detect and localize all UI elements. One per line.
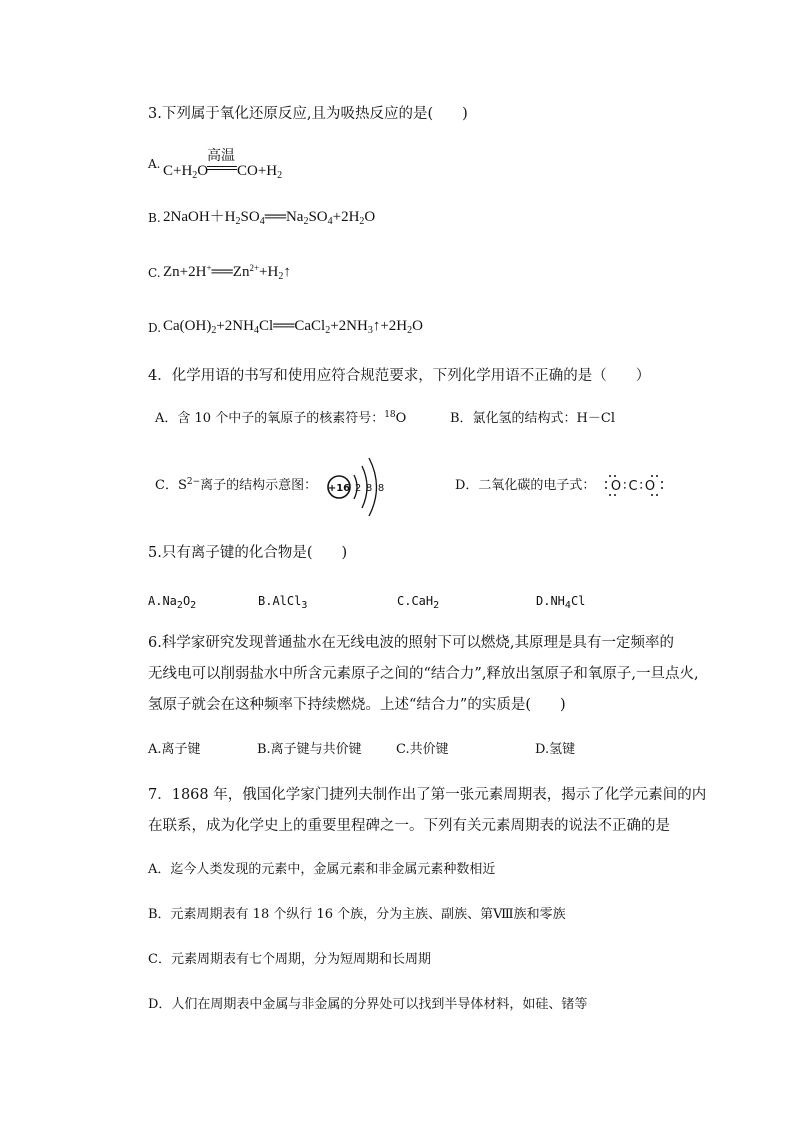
s2-ion-structure-diagram: [322, 454, 394, 520]
q7-option-c: C．元素周期表有七个周期，分为短周期和长周期: [148, 952, 431, 967]
q4-stem: 4．化学用语的书写和使用应符合规范要求，下列化学用语不正确的是（ ）: [148, 368, 651, 384]
q5-stem: 5.只有离子键的化合物是( ): [148, 545, 348, 561]
q6-option-a: A.离子键: [148, 742, 201, 757]
q3-a-eq-bar-top: [207, 166, 237, 167]
shell-electrons-1: 2: [354, 483, 362, 494]
nucleus-charge: +16: [327, 483, 351, 494]
q3-d-equation: $Ca(OH)_2+2NH_4Cl══CaCl_2+2NH_3↑+2H_2O$: [163, 318, 423, 336]
co2-formula-text: O∶C∶O: [610, 479, 658, 494]
q3-a-left: $C+H_2O$: [163, 163, 209, 181]
q4-d-text: D．二氧化碳的电子式：: [455, 478, 596, 493]
q6-option-d: D.氢键: [535, 742, 576, 757]
q3-b-equation: $2NaOH+H_2SO_4══Na_2SO_4+2H_2O$: [163, 209, 376, 227]
co2-electron-formula: [603, 470, 665, 500]
q4-option-b: B．氯化氢的结构式：H－Cl: [450, 411, 615, 426]
q3-stem: 3.下列属于氧化还原反应,且为吸热反应的是( ): [148, 106, 468, 122]
q7-option-a: A．迄今人类发现的元素中，金属元素和非金属元素种数相近: [148, 862, 496, 877]
q3-c-equation: $Zn+2H^+══Zn^{2+}+H_2↑$: [163, 263, 291, 282]
shell-electrons-2: 8: [365, 483, 373, 494]
q6-option-c: C.共价键: [396, 742, 449, 757]
q3-a-right: $CO+H_2$: [237, 163, 283, 181]
q5-option-c: C.CaH$_2$: [397, 594, 440, 611]
q5-option-d: $D.NH_4Cl$: [536, 594, 586, 611]
shell-electrons-3: 8: [377, 483, 385, 494]
q4-option-a: A．含 10 个中子的氧原子的核素符号：$^{18}$O: [155, 410, 407, 426]
q6-line-2: 无线电可以削弱盐水中所含元素原子之间的“结合力”,释放出氢原子和氧原子,一旦点火,: [148, 666, 699, 682]
q7-option-b: B．元素周期表有 18 个纵行 16 个族，分为主族、副族、第Ⅷ族和零族: [148, 907, 566, 922]
q3-a-condition: 高温: [207, 148, 235, 164]
q3-a-eq-bar-bottom: [207, 169, 237, 170]
q3-c-label: C.: [148, 266, 161, 280]
q6-option-b: B.离子键与共价键: [257, 742, 362, 757]
q3-d-label: D.: [148, 321, 162, 335]
q3-b-label: B.: [148, 211, 161, 225]
q6-line-3: 氢原子就会在这种频率下持续燃烧。上述“结合力”的实质是( ): [148, 697, 566, 713]
q7-option-d: D．人们在周期表中金属与非金属的分界处可以找到半导体材料，如硅、锗等: [148, 997, 588, 1012]
q3-a-label: A.: [148, 157, 161, 171]
q5-option-b: B.AlCl$_3$: [258, 594, 308, 611]
q7-line-2: 在联系，成为化学史上的重要里程碑之一。下列有关元素周期表的说法不正确的是: [148, 818, 670, 834]
q6-line-1: 6.科学家研究发现普通盐水在无线电波的照射下可以燃烧,其原理是具有一定频率的: [148, 635, 674, 651]
q4-c-text: C．$S^{2-}$离子的结构示意图：: [155, 477, 318, 493]
q5-option-a: $A.Na_2O_2$: [148, 594, 197, 611]
q7-line-1: 7．1868 年，俄国化学家门捷列夫制作出了第一张元素周期表，揭示了化学元素间的内: [148, 787, 707, 803]
